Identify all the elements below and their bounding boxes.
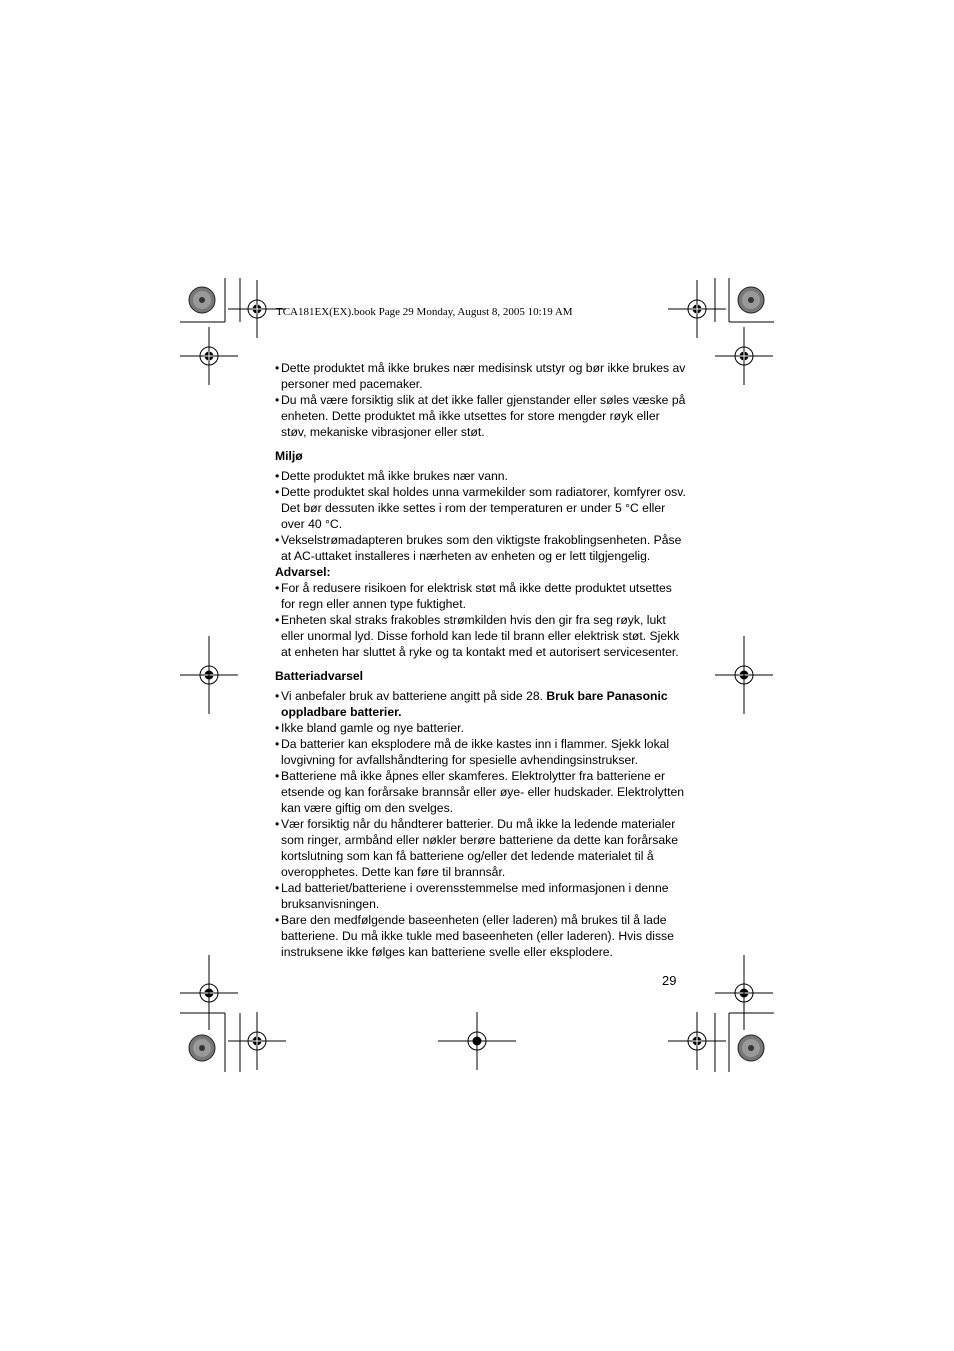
list-item: • Dette produktet skal holdes unna varmekilder som radiatorer, komfyrer osv. Det bør dessuten ikke settes i rom der temperaturen er under 5 °C eller over 40 °C. <box>275 485 686 531</box>
color-target-top-right <box>738 287 764 313</box>
list-item: • Bare den medfølgende baseenheten (eller laderen) må brukes til å lade batteriene. Du må ikke tukle med baseenheten (eller laderen). Hvis disse instruksene ikke følges kan batteriene svelle eller eksplodere. <box>275 913 674 959</box>
registration-mark <box>228 1012 286 1070</box>
list-item: • Vær forsiktig når du håndterer batterier. Du må ikke la ledende materialer som ringer, armbånd eller nøkler berøre batteriene da dette kan forårsake kortslutning som kan få batteriene og/eller det ledende materialet til å overopphetes. Dette kan føre til brannsår. <box>275 817 678 879</box>
list-item: • Ikke bland gamle og nye batterier. <box>275 721 464 735</box>
registration-mark <box>668 1012 726 1070</box>
registration-mark <box>715 327 773 385</box>
list-item: • Da batterier kan eksplodere må de ikke kastes inn i flammer. Sjekk lokal lovgivning for avfallshåndtering for spesielle avhendingsinstrukser. <box>275 737 670 767</box>
section-heading-batteriadvarsel: Batteriadvarsel <box>275 669 364 683</box>
list-item: • Batteriene må ikke åpnes eller skamferes. Elektrolytter fra batteriene er etsende og kan forårsake brannsår eller øye- eller hudskader. Elektrolytten kan være giftig om den svelges. <box>275 769 685 815</box>
page-number: 29 <box>662 973 677 988</box>
section-heading-miljo: Miljø <box>275 449 303 463</box>
color-target-bottom-right <box>738 1035 764 1061</box>
list-item: • Vekselstrømadapteren brukes som den viktigste frakoblingsenheten. Påse at AC-uttaket installeres i nærheten av enheten og er lett tilgjengelig. <box>275 533 682 563</box>
file-header: TCA181EX(EX).book Page 29 Monday, August 8, 2005 10:19 AM <box>276 306 573 318</box>
list-item: • Lad batteriet/batteriene i overensstemmelse med informasjonen i denne bruksanvisningen. <box>275 881 669 911</box>
list-item: • Vi anbefaler bruk av batteriene angitt på side 28. Bruk bare Panasonic oppladbare batterier. <box>275 689 668 719</box>
page-content <box>275 360 687 960</box>
registration-mark <box>180 327 238 385</box>
list-item: • Enheten skal straks frakobles strømkilden hvis den gir fra seg røyk, lukt eller unormal lyd. Disse forhold kan lede til brann eller elektrisk støt. Sjekk at enheten har sluttet å ryke og ta kontakt med et autorisert servicesenter. <box>275 613 680 659</box>
color-target-bottom-left <box>189 1035 215 1061</box>
section-heading-advarsel: Advarsel: <box>275 565 331 579</box>
color-target-top-left <box>189 287 215 313</box>
list-item: • Dette produktet må ikke brukes nær vann. <box>275 469 508 483</box>
registration-mark <box>668 280 726 338</box>
list-item: • Du må være forsiktig slik at det ikke faller gjenstander eller søles væske på enheten. Dette produktet må ikke utsettes for store mengder røyk eller støv, mekaniske vibrasjoner eller støt. <box>275 393 686 439</box>
list-item: • For å redusere risikoen for elektrisk støt må ikke dette produktet utsettes for regn eller annen type fuktighet. <box>275 581 672 611</box>
list-item: • Dette produktet må ikke brukes nær medisinsk utstyr og bør ikke brukes av personer med pacemaker. <box>275 361 686 391</box>
